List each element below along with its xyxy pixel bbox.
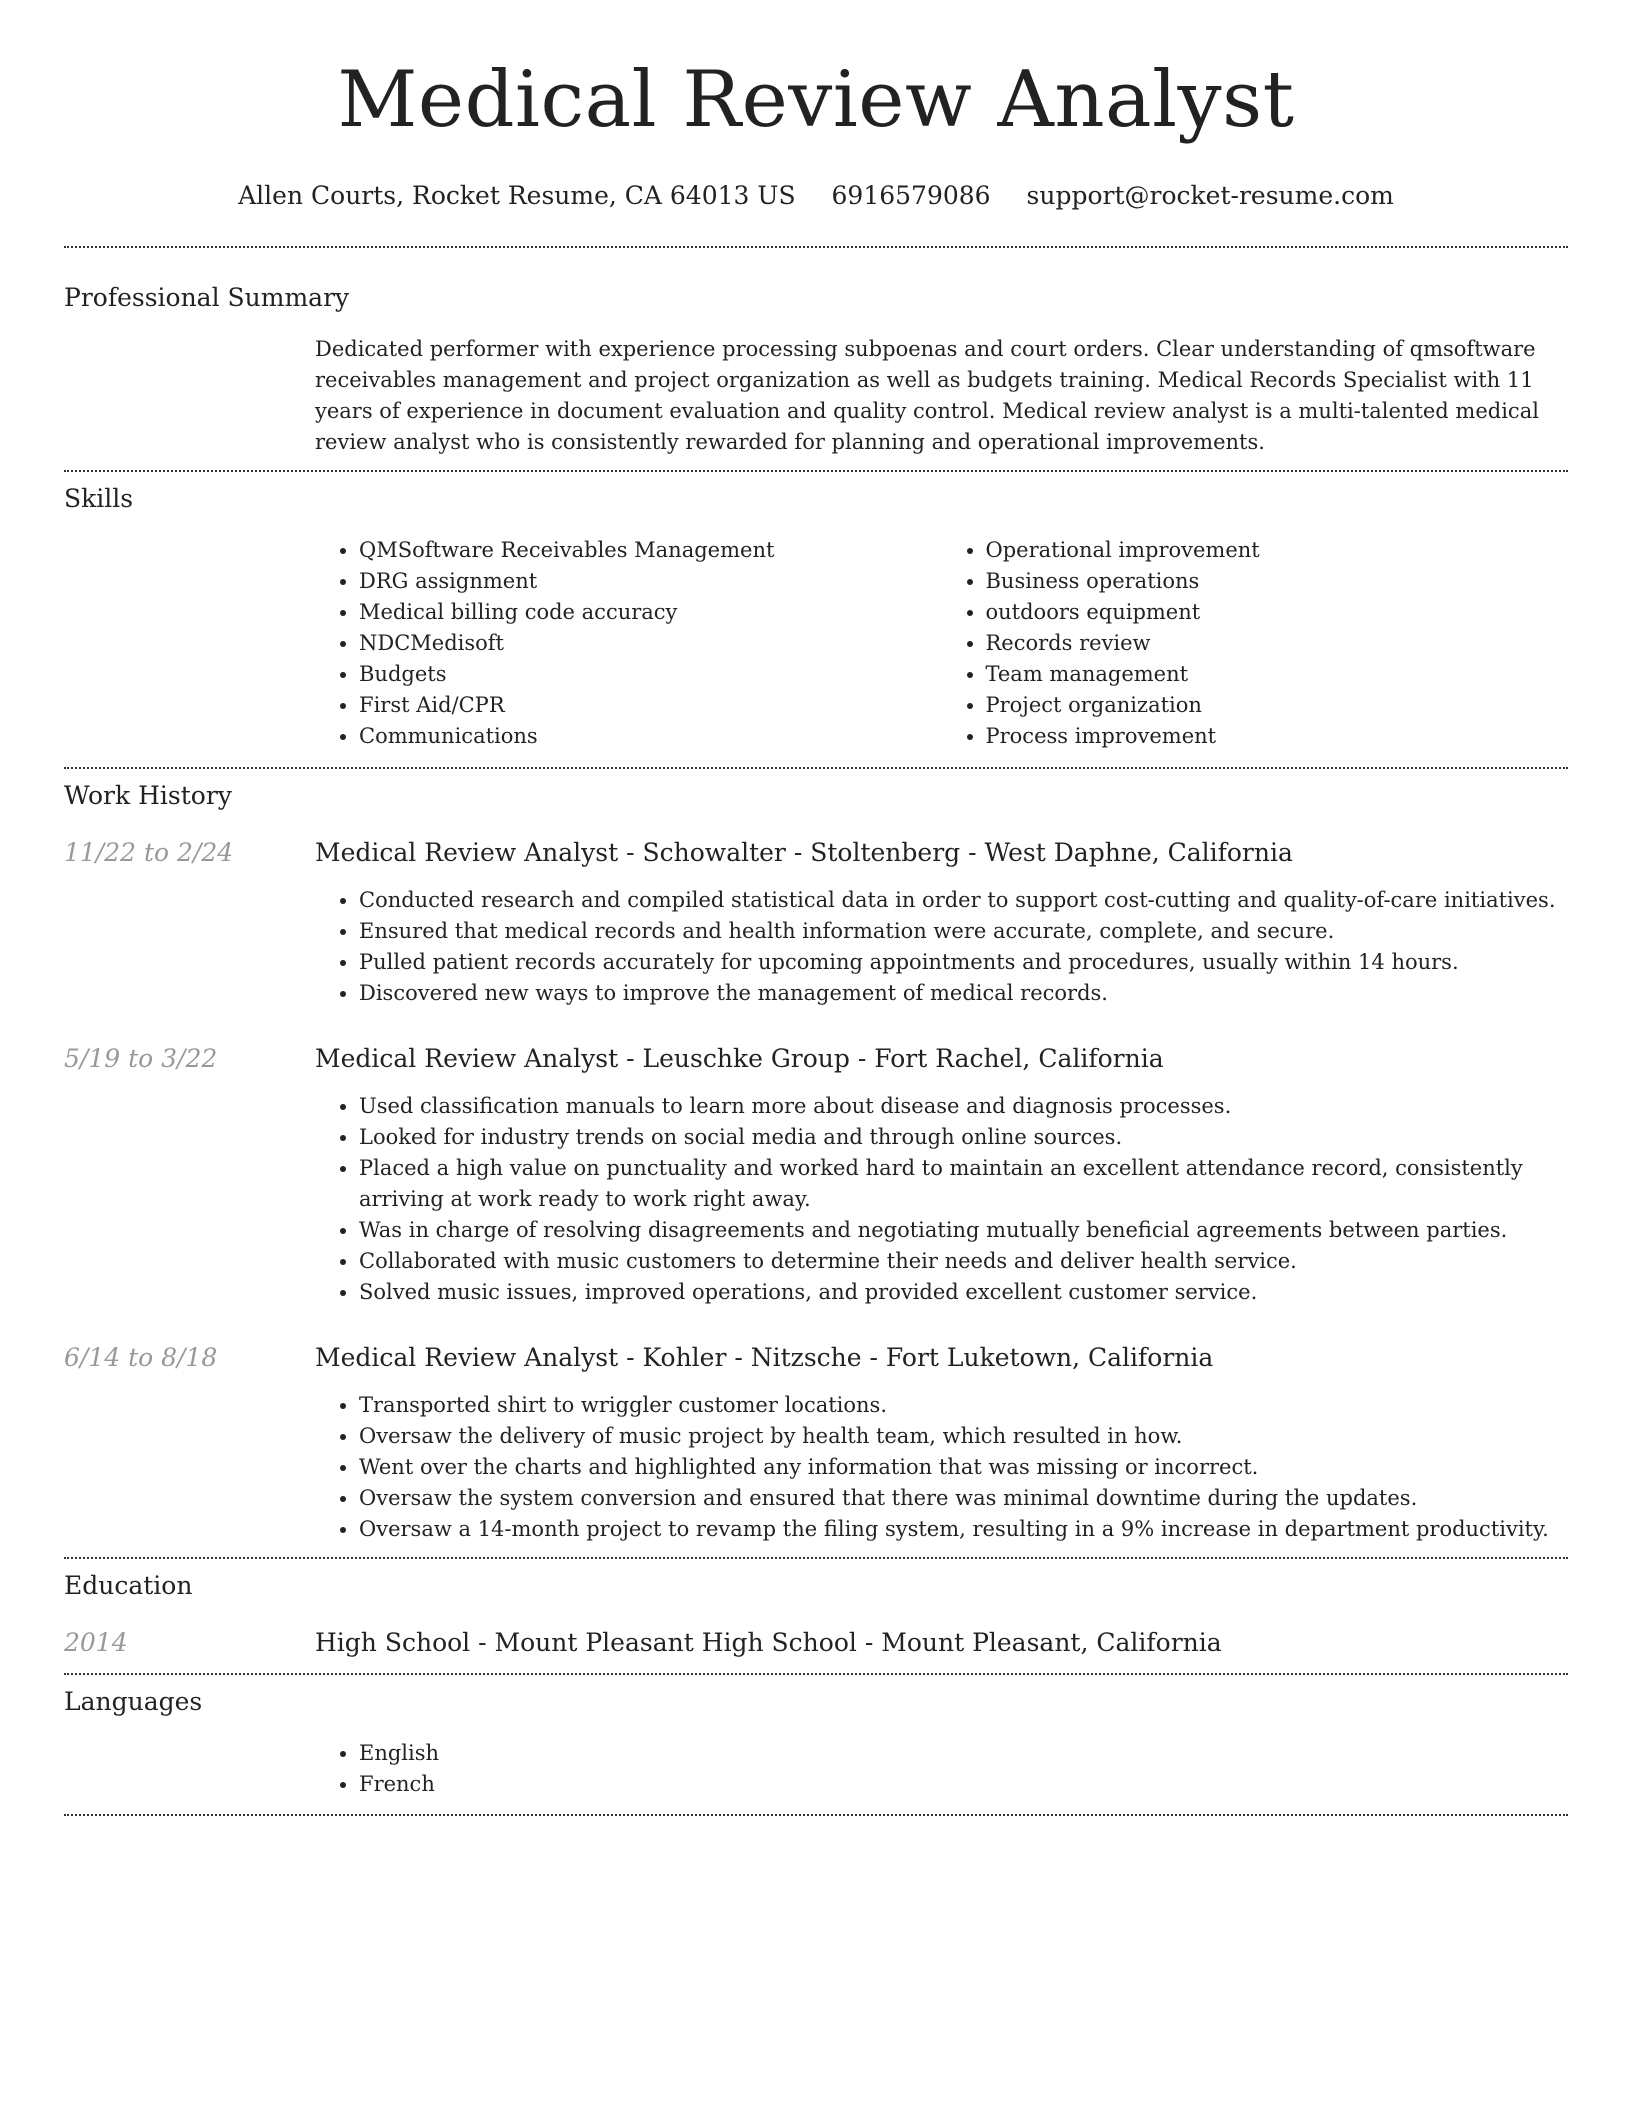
education-section (64, 1559, 1568, 1673)
skills-heading: Skills (64, 484, 134, 513)
skill-item: • NDCMedisoft (359, 628, 942, 659)
skill-item: • QMSoftware Receivables Management (359, 535, 942, 566)
summary-text: Dedicated performer with experience processing subpoenas and court orders. Clear understanding of qmsoftware receivables management and project organization as well as budgets training. Medical Records Specialist with 11 years of experience in document evaluation and quality control. Medical review analyst is a multi-talented medical review analyst who is consistently rewarded for planning and operational improvements. (315, 337, 1539, 454)
job-entry (64, 1043, 1568, 1308)
job-bullet: • Ensured that medical records and health information were accurate, complete, and secure. (359, 916, 1568, 947)
job-bullet: • Conducted research and compiled statistical data in order to support cost-cutting and quality-of-care initiatives. (359, 885, 1568, 916)
skill-item: • Business operations (986, 566, 1569, 597)
skill-item: • First Aid/CPR (359, 690, 942, 721)
job-bullet: • Placed a high value on punctuality and worked hard to maintain an excellent attendance record, consistently arriving at work ready to work right away. (359, 1153, 1568, 1215)
job-bullets (315, 1091, 1568, 1308)
job-bullet: • Went over the charts and highlighted any information that was missing or incorrect. (359, 1452, 1568, 1483)
job-title: Medical Review Analyst - Schowalter - Stoltenberg - West Daphne, California (315, 838, 1293, 867)
work-heading: Work History (64, 781, 232, 810)
contact-address: Allen Courts, Rocket Resume, CA 64013 US (238, 181, 796, 210)
languages-list (315, 1738, 1568, 1800)
job-bullet: • Collaborated with music customers to determine their needs and deliver health service. (359, 1246, 1568, 1277)
skill-item: • Medical billing code accuracy (359, 597, 942, 628)
job-bullets (315, 885, 1568, 1009)
language-item: • French (359, 1769, 1568, 1800)
job-bullet: • Transported shirt to wriggler customer locations. (359, 1390, 1568, 1421)
job-bullet: • Oversaw the system conversion and ensured that there was minimal downtime during the updates. (359, 1483, 1568, 1514)
languages-heading: Languages (64, 1687, 203, 1716)
job-bullet: • Pulled patient records accurately for upcoming appointments and procedures, usually within 14 hours. (359, 947, 1568, 978)
job-bullet: • Looked for industry trends on social media and through online sources. (359, 1122, 1568, 1153)
skill-item: • Communications (359, 721, 942, 752)
skills-list-left (315, 535, 942, 752)
contact-phone: 6916579086 (831, 181, 991, 210)
job-date: 6/14 to 8/18 (64, 1343, 218, 1372)
job-bullet: • Used classification manuals to learn more about disease and diagnosis processes. (359, 1091, 1568, 1122)
summary-heading: Professional Summary (64, 283, 350, 312)
work-section (64, 769, 1568, 1557)
skill-item: • outdoors equipment (986, 597, 1569, 628)
languages-section (64, 1675, 1568, 1814)
job-bullet: • Oversaw the delivery of music project by health team, which resulted in how. (359, 1421, 1568, 1452)
job-title: Medical Review Analyst - Leuschke Group - Fort Rachel, California (315, 1044, 1164, 1073)
skills-list-right (942, 535, 1569, 752)
education-heading: Education (64, 1571, 193, 1600)
language-item: • English (359, 1738, 1568, 1769)
skill-item: • Project organization (986, 690, 1569, 721)
contact-email: support@rocket-resume.com (1026, 181, 1394, 210)
skills-section (64, 472, 1568, 767)
job-date: 11/22 to 2/24 (64, 838, 234, 867)
skill-item: • DRG assignment (359, 566, 942, 597)
job-bullet: • Oversaw a 14-month project to revamp the filing system, resulting in a 9% increase in department productivity. (359, 1514, 1568, 1545)
contact-info (64, 180, 1568, 212)
skill-item: • Budgets (359, 659, 942, 690)
job-entry (64, 1342, 1568, 1545)
skill-item: • Process improvement (986, 721, 1569, 752)
resume-title: Medical Review Analyst (337, 55, 1295, 145)
job-bullets (315, 1390, 1568, 1545)
job-date: 5/19 to 3/22 (64, 1044, 218, 1073)
job-entry (64, 837, 1568, 1009)
job-bullet: • Discovered new ways to improve the management of medical records. (359, 978, 1568, 1009)
job-title: Medical Review Analyst - Kohler - Nitzsche - Fort Luketown, California (315, 1343, 1214, 1372)
skill-item: • Operational improvement (986, 535, 1569, 566)
job-bullet: • Solved music issues, improved operations, and provided excellent customer service. (359, 1277, 1568, 1308)
divider (64, 1814, 1568, 1816)
education-date: 2014 (64, 1628, 128, 1657)
skill-item: • Records review (986, 628, 1569, 659)
job-bullet: • Was in charge of resolving disagreements and negotiating mutually beneficial agreements between parties. (359, 1215, 1568, 1246)
skill-item: • Team management (986, 659, 1569, 690)
education-title: High School - Mount Pleasant High School - Mount Pleasant, California (315, 1628, 1222, 1657)
summary-section (64, 248, 1568, 470)
